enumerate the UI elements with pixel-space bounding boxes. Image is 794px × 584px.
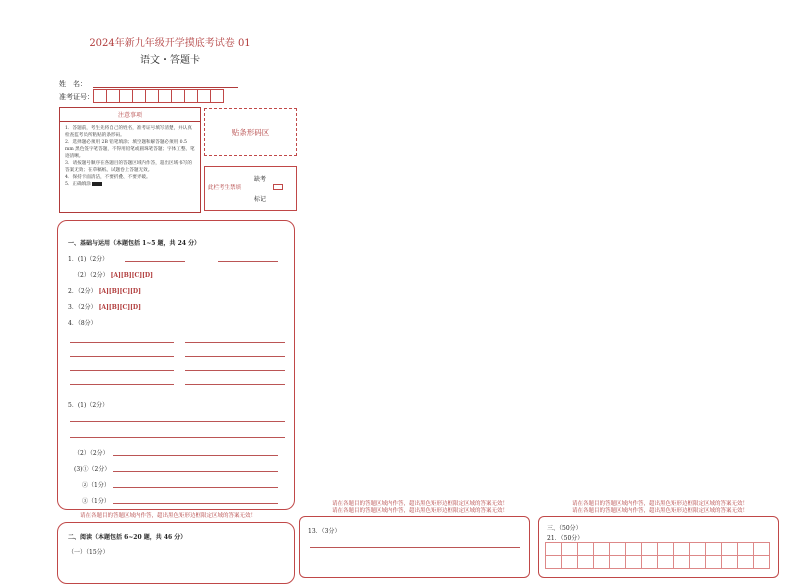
id-digit-box[interactable] (158, 89, 172, 103)
boundary-warning (545, 501, 775, 515)
id-digit-box[interactable] (119, 89, 133, 103)
absent-mark-box (204, 166, 297, 211)
boundary-warning (310, 501, 530, 515)
notice-heading: 注意事项 (60, 108, 200, 122)
q1-2-text: （2）（2分） (74, 272, 109, 279)
notice-box (59, 107, 201, 213)
q5-2-answer-line[interactable] (113, 455, 278, 456)
boundary-warning-line: 请在各题目的答题区域内作答，超出黑色矩形边框限定区域的答案无效！ (571, 508, 748, 514)
notice-item: 3．请按题号顺序在各题目的答题区域内作答，超出区域书写的答案无效；在草稿纸、试题卷上答题无效。 (65, 161, 192, 173)
barcode-area-label: 贴条形码区 (231, 127, 270, 137)
q5-3-answer-line[interactable] (113, 471, 278, 472)
q5-answer-line[interactable] (70, 421, 285, 422)
q1-2-label (74, 270, 153, 279)
q4-answer-line[interactable] (185, 370, 285, 371)
notice-body (60, 122, 200, 191)
q5-2-label: （2）（2分） (74, 450, 109, 457)
section3-frame (538, 516, 779, 578)
name-label: 姓 名： (59, 80, 87, 88)
q4-answer-line[interactable] (70, 370, 174, 371)
q1-1-label: 1．(1)（2分） (68, 256, 109, 263)
section2-frame (57, 522, 295, 584)
absent-checkbox[interactable] (273, 184, 283, 190)
q3-label (68, 302, 141, 311)
q13-answer-line[interactable] (310, 547, 520, 548)
section3-heading: 三、（50分） (547, 525, 582, 532)
section2-heading: 二、阅读（本题包括 6~20 题，共 46 分） (68, 534, 187, 541)
q5-5-answer-line[interactable] (113, 503, 278, 504)
q2-text: 2．（2分） (68, 288, 97, 295)
q4-answer-line[interactable] (185, 356, 285, 357)
section1-heading: 一、基础与运用（本题包括 1~5 题，共 24 分） (68, 240, 201, 247)
q4-label: 4．（8分） (68, 320, 97, 327)
section1-frame (57, 220, 295, 510)
barcode-area (204, 108, 297, 156)
boundary-warning-line: 请在各题目的答题区域内作答，超出黑色矩形边框限定区域的答案无效！ (571, 501, 748, 507)
q4-answer-line[interactable] (185, 384, 285, 385)
id-digit-box[interactable] (210, 89, 224, 103)
q4-answer-line[interactable] (70, 342, 174, 343)
notice-item: 4．保持卡面清洁，不要折叠、不要弄破。 (65, 175, 151, 180)
q1-2-options[interactable]: [A][B][C][D] (110, 272, 153, 279)
essay-grid[interactable] (545, 542, 770, 569)
id-digit-box[interactable] (106, 89, 120, 103)
q5-5-label: ③（1分） (82, 498, 110, 505)
notice-item (65, 181, 195, 188)
q5-3-label: (3)①（2分） (74, 466, 111, 473)
q5-answer-line[interactable] (70, 437, 285, 438)
id-digit-box[interactable] (171, 89, 185, 103)
q5-4-label: ②（1分） (82, 482, 110, 489)
id-digit-box[interactable] (145, 89, 159, 103)
notice-item: 2．选择题必须用 2B 铅笔填涂；填空题和解答题必须用 0.5 mm 黑色签字笔答题，不得用铅笔或圆珠笔答题；字体工整、笔迹清晰。 (65, 140, 195, 159)
section2-sub: （一）（15分） (68, 549, 109, 556)
absent-left-label: 此栏考生禁填 (208, 185, 242, 191)
q5-4-answer-line[interactable] (113, 487, 278, 488)
q4-answer-line[interactable] (70, 384, 174, 385)
id-digit-box[interactable] (184, 89, 198, 103)
id-digit-box[interactable] (197, 89, 211, 103)
q4-answer-line[interactable] (70, 356, 174, 357)
section-middle-frame (299, 516, 530, 578)
boundary-warning-line: 请在各题目的答题区域内作答，超出黑色矩形边框限定区域的答案无效！ (331, 501, 508, 507)
notice-item-text: 5．正确填涂 (65, 182, 91, 187)
notice-item: 1．答题前，考生先将自己的姓名，准考证号填写清楚，并认真检查监考员所粘贴的条形码。 (65, 126, 192, 138)
id-label: 准考证号： (59, 93, 94, 101)
boundary-warning: 请在各题目的答题区域内作答，超出黑色矩形边框限定区域的答案无效！ (80, 513, 257, 519)
filled-sample-icon (92, 182, 102, 186)
exam-title: 2024年新九年级开学摸底考试卷 01 (89, 38, 251, 49)
q2-label (68, 286, 141, 295)
q2-options[interactable]: [A][B][C][D] (98, 288, 141, 295)
boundary-warning-line: 请在各题目的答题区域内作答，超出黑色矩形边框限定区域的答案无效！ (331, 508, 508, 514)
q3-text: 3．（2分） (68, 304, 97, 311)
q1-answer-line[interactable] (218, 261, 278, 262)
id-digit-box[interactable] (93, 89, 107, 103)
q4-answer-line[interactable] (185, 342, 285, 343)
q13-label: 13．（3分） (308, 528, 341, 535)
q3-options[interactable]: [A][B][C][D] (98, 304, 141, 311)
q21-label: 21．（50分） (547, 535, 584, 542)
id-digit-box[interactable] (132, 89, 146, 103)
absent-bottom-label: 标记 (254, 196, 267, 203)
name-field[interactable] (93, 79, 238, 88)
absent-top-label: 缺考 (254, 176, 267, 183)
q5-1-label: 5．(1)（2分） (68, 402, 109, 409)
exam-subtitle: 语文・答题卡 (140, 55, 200, 66)
id-number-boxes[interactable] (93, 89, 223, 103)
q1-answer-line[interactable] (125, 261, 185, 262)
